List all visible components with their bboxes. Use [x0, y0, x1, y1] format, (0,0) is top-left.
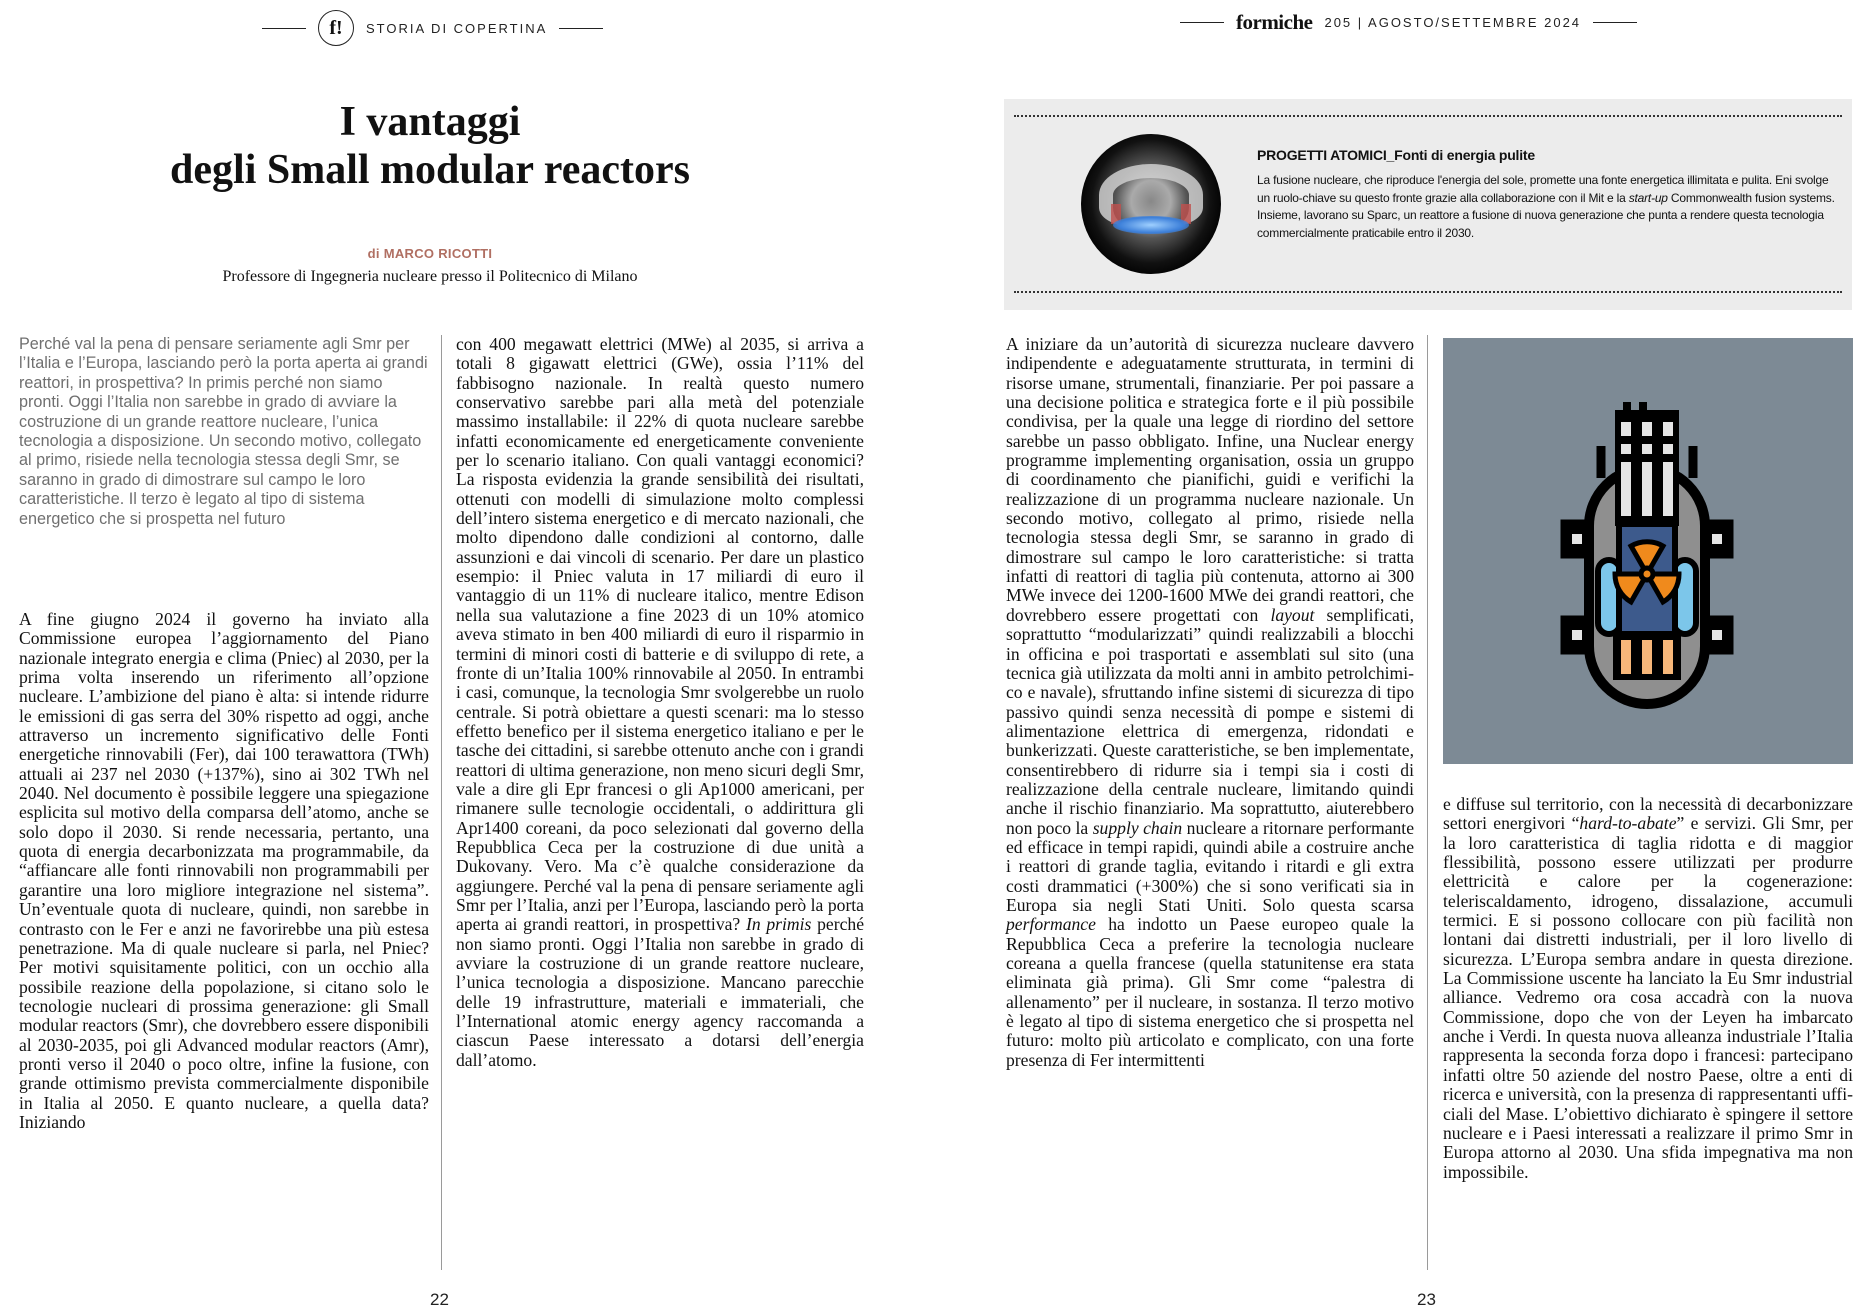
italic-text: start-up [1628, 190, 1668, 205]
header-rule [1593, 22, 1637, 23]
body-text: e diffuse sul territorio, con la necessità di decarbonizzare settori energivori “ [1443, 794, 1853, 834]
italic-text: In primis [745, 914, 812, 935]
header-rule [262, 28, 306, 29]
column-3 [1006, 335, 1414, 1070]
reactor-icon [1443, 338, 1853, 764]
photo-plasma [1113, 216, 1189, 234]
sidebar-body-text: La fusione nucleare, che riproduce l'energia del sole, promette una fonte energetica illimitata e pulita. Eni svolge un ruolo-chiave su questo fronte grazie alla collaborazione con il Mit e la [1257, 173, 1829, 205]
body-paragraph: A fine giugno 2024 il governo ha inviato alla Commissione europea l’aggiornamento del Piano nazionale integrato energia e clima (Pniec) al 2030, per la prima volta inserendo un riferimento all’opzione nucleare. L’ambizione del piano è alta: si intende ridurre le emissioni di gas serra del 30% rispetto ad oggi, anche attraverso un incremento significativo delle Fonti energetiche rinnovabili (Fer), dai 100 terawattora (TWh) attuali ai 237 nel 2030 (+137%), sino ai 302 TWh nel 2040. Nel documento è possibile leggere una spiegazione esplicita sul motivo della comparsa dell’atomo, anche se solo dopo il 2030. Si rende necessaria, pertanto, una quota di energia decarbonizzata ma programmabile, da “affiancare alle fonti rinnovabili non programmabili per garantire una loro migliore integrazione nel sistema”. Un’eventuale quota di nucleare, quindi, non sarebbe in contrasto con le Fer e anzi ne favorirebbe una più estesa penetrazione. Ma di quale nucleare si parla, nel Pniec? Per motivi squisitamente politici, con un occhio alla possibile reazione della popolazione, si citano solo le tecnologie nucleari di prossima generazione: gli Small modular reactors (Smr), che dovrebbero essere disponibili al 2030-2035, poi gli Advanced modular reactors (Amr), pronti verso il 2040 o poco oltre, infine la fusione, con grande ottimismo prevista commercialmente disponibile in Italia al 2050. E quanto nucleare, a quella data? Iniziando [19, 609, 429, 1132]
body-paragraph [456, 335, 864, 1070]
column-4 [1443, 795, 1853, 1182]
body-paragraph [1006, 335, 1414, 1070]
section-label: STORIA DI COPERTINA [366, 20, 548, 36]
body-text: perché non siamo pronti. Oggi l’Italia non sarebbe in grado di avviare la costruzione di un grande reattore nucleare, l’unica tecnologia a disposizione. Mancano parecchie delle 19 infrastrutture, materiali e immateriali, che l’International atomic energy agency raccomanda a ciascun Paese interessato a dotarsi dell’energia dall’atomo. [456, 914, 865, 1070]
italic-text: hard-to-abate [1579, 813, 1677, 834]
issue-info: 205 | AGOSTO/SETTEMBRE 2024 [1324, 15, 1582, 30]
dotted-rule [1014, 291, 1842, 293]
author-affiliation: Professore di Ingegneria nucleare presso il Politecnico di Milano [222, 268, 638, 285]
running-header-left [262, 10, 603, 46]
lead-paragraph: Perché val la pena di pensare seriamente agli Smr per l’Italia e l’Europa, lasciando però la porta aperta ai grandi reattori, in prospettiva? In primis perché non siamo pronti. Oggi l’Italia non sarebbe in grado di avviare la costruzione di un grande reattore nucleare, l’unica tecnologia a disposizione. Un secondo motivo, collegato al primo, risiede nella tecnologia stessa degli Smr, se saranno in grado di dimostrare sul campo le loro caratteristiche. Il terzo è legato al tipo di sistema energetico che si prospetta nel futuro [19, 335, 428, 528]
fusion-reactor-photo [1081, 134, 1221, 274]
column-1 [19, 610, 429, 1132]
sidebar-box [1004, 99, 1852, 310]
body-text: nucleare a ritornare performante ed efficace in tempi rapidi, quindi abile a costruire anche i reattori di grande taglia, evitando i ritardi e gli extra costi drammatici (+300%) che si sono verificati sia in Europa sia negli Stati Uniti. Solo questa scarsa [1006, 817, 1415, 915]
author-byline: di MARCO RICOTTI [367, 246, 493, 261]
column-divider [441, 335, 442, 1270]
sidebar-text [1257, 147, 1837, 242]
body-text: ” e servizi. Gli Smr, per la loro caratteristica di taglia ridotta e di maggior flessibilità, possono essere utilizzati per produrre elettricità e calore per la cogenerazione: teleriscaldamento, idrogeno, dissalazione, accumuli termici. E si possono collocare con più facilità non lontani dai distretti industriali, per il loro livello di sicurezza. L’Europa sembra andare in questa direzione. La Commissione uscente ha lanciato la Eu Smr industrial alliance. Vedremo ora cosa accadrà con la nuova Commissione, dopo che von der Leyen ha imbarcato anche i Verdi. In questa nuova alleanza industriale l’Italia rappresenta la seconda forza dopo i francesi: partecipano infatti oltre 50 aziende del nostro Paese, oltre a enti di ricerca e università, con la presenza di rappresentanti ufficiali del Mase. L’obiettivo dichiarato è spingere il settore nucleare e i Paesi interessati a realizzare il primo Smr in Europa attorno al 2030. Una sfida impegnativa ma non impossibile. [1443, 813, 1853, 1182]
italic-text: performance [1006, 914, 1096, 935]
article-title [120, 98, 740, 194]
header-rule [559, 28, 603, 29]
sidebar-body-text: Commonwealth fusion systems. Insieme, lavorano su Sparc, un reattore a fusione di nuova generazione che punta a rendere questa tecnologia commercialmente praticabile entro il 2030. [1257, 190, 1835, 240]
column-2 [456, 335, 864, 1070]
article-lead [19, 335, 429, 529]
magazine-brand: formiche [1236, 10, 1313, 34]
header-rule [1180, 22, 1224, 23]
nuclear-reactor-illustration [1443, 338, 1853, 764]
italic-text: layout [1270, 604, 1315, 625]
column-divider [1427, 335, 1428, 1270]
body-text: con 400 megawatt elettrici (MWe) al 2035, si arriva a totali 8 gigawatt elettrici (GWe), ossia l’11% del fabbisogno nazionale. In realtà questo numero conservativo sarebbe pari alla metà del potenziale massimo installabile: il 22% di quota nucleare sarebbe infatti economicamente ed energeticamente conveniente per lo scenario italiano. Con quali vantaggi economici? La risposta evidenzia la grande sensibilità dei risultati, ottenuti con modelli di simulazione molto complessi dell’intero sistema energetico e di mercato nazionali, che molto dipendono dalle condizioni al contorno, dalle assunzioni e dai vincoli di scenario. Per dare un plastico esempio: il Pniec valuta in 17 miliardi di euro il vantaggio di un 11% di nucleare italico, mentre Edison nella sua valutazione a fine 2023 di un 10% atomico aveva stimato in ben 400 miliardi di euro il risparmio in termini di minori costi di batterie e di sviluppo di rete, a fronte di un’Italia 100% rinnovabile al 2050. In entrambi i casi, comunque, la tecnologia Smr svolgerebbe un ruolo centrale. Si potrà obiettare a questi scenari: ma lo stesso effetto benefico per il sistema energetico italiano e per le tasche dei cittadini, si sarebbe ottenuto anche con i grandi reattori di ultima generazione, non meno sicuri degli Smr, vale a dire gli Epr francesi o gli Ap1000 americani, per rimanere sulle tecnologie occidentali, o addirittura gli Apr1400 coreani, da poco selezionati dal governo della Repubblica Ceca per la costruzione di due unità a Dukovany. Vero. Ma c’è qualche considerazione da aggiungere. Perché val la pena di pensare seriamente agli Smr per l’Italia, anzi per l’Europa, lasciando però la porta aperta ai grandi reattori, in prospettiva? [456, 334, 864, 935]
title-line-1: I vantaggi [339, 99, 521, 145]
title-line-2: degli Small modular reactors [170, 147, 690, 193]
body-paragraph [1443, 795, 1853, 1182]
dotted-rule [1014, 115, 1842, 117]
sidebar-body [1257, 172, 1837, 242]
sidebar-heading: PROGETTI ATOMICI_Fonti di energia pulite [1257, 147, 1535, 163]
body-text: A iniziare da un’autorità di sicurezza nucleare davvero indipendente e adeguatamente strutturata, in termini di risorse umane, strumentali, finanziarie. Per poi passare a una decisione politica e strategica forte e il più possibile condivisa, per la quale una legge di riordino del settore sarebbe un passo obbligato. Infine, una Nuclear energy programme implementing organisation, ossia un gruppo di coordinamento che pianifichi, guidi e verifichi la realizzazione di un programma nucleare nazionale. Un secondo motivo, collegato al primo, risiede nella tecnologia stessa degli Smr, se saranno in grado di dimostrare sul campo le loro caratteristiche: si tratta infatti di reattori di taglia più contenuta, attorno ai 300 MWe invece dei 1200-1600 MWe dei grandi reattori, che dovrebbero essere progettati con [1006, 334, 1414, 625]
italic-text: supply chain [1092, 817, 1183, 838]
running-header-right [1180, 10, 1637, 35]
page-number-right: 23 [1417, 1290, 1436, 1309]
body-text: ha indotto un Paese europeo quale la Repubblica Ceca a preferire la tecnologia nucleare coreana a quella francese (quella statunitense era stata eliminata già prima). Gli Smr come “palestra di allenamento” per il nucleare, in sostanza. Il terzo motivo è legato al tipo di sistema energetico che si prospetta nel futuro: molto più articolato e complicato, con una forte presenza di Fer intermittenti [1006, 914, 1414, 1070]
page-number-left: 22 [430, 1290, 449, 1309]
body-text: semplificati, soprattutto “modularizzati” quindi realizzabili a blocchi in officina e poi trasportati e assemblati sul sito (una tecnica già utilizzata da molti anni in ambito petrolchimico e navale), sfruttando infine sistemi di sicurezza di tipo passivo quindi senza necessità di pompe e sistemi di alimentazione elettrica di emergenza, ridondati e bunkerizzati. Queste caratteristiche, se ben implementate, consentirebbero di ridurre sia i tempi sia i costi di realizzazione della centrale nucleare, limitando quindi anche il rischio finanziario. Ma soprattutto, aiuterebbero non poco la [1006, 604, 1415, 838]
formiche-f-logo-icon: f! [318, 10, 354, 46]
